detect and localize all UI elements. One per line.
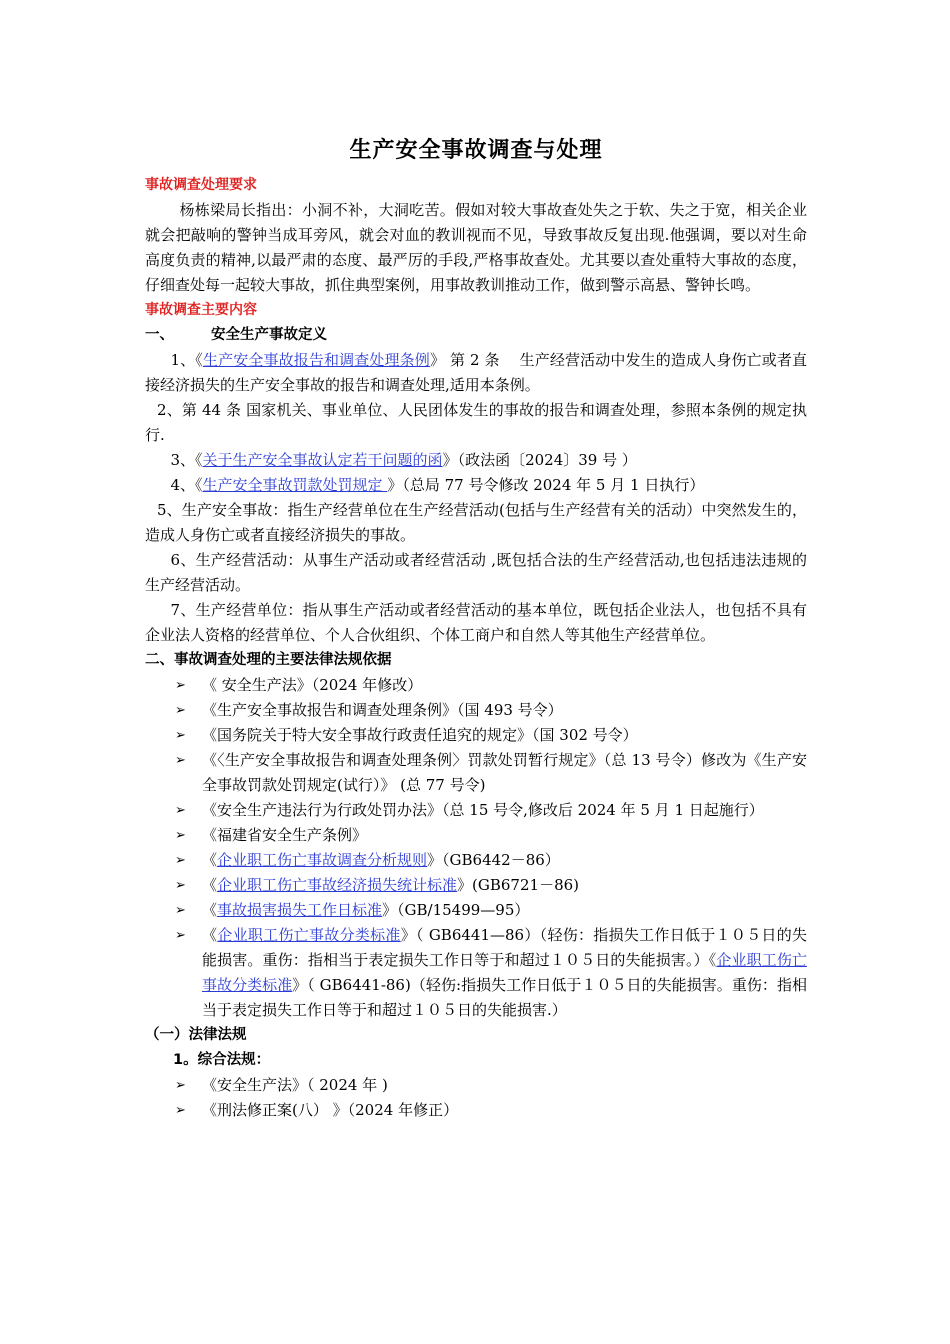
arrow-bullet-icon: ➢ <box>175 728 186 743</box>
list-item: ➢ 《安全生产违法行为行政处罚办法》（总 15 号令,修改后 2024 年 5 月 1 日起施行） <box>145 798 807 823</box>
link-gb6441[interactable]: 企业职工伤亡事故分类标准 <box>217 926 401 944</box>
intro-paragraph: 杨栋梁局长指出：小洞不补，大洞吃苦。假如对较大事故查处失之于软、失之于宽，相关企业就会把敲响的警钟当成耳旁风，就会对血的教训视而不见，导致事故反复出现.他强调，要以对生命高度负责的精神,以最严肃的态度、最严厉的手段,严格事故查处。尤其要以查处重特大事故的态度，仔细查处每一起较大事故，抓住典型案例，用事故教训推动工作，做到警示高悬、警钟长鸣。 <box>145 201 807 294</box>
section-one-title: 安全生产事故定义 <box>211 327 327 343</box>
laws-list <box>145 673 807 1023</box>
arrow-bullet-icon: ➢ <box>175 753 186 768</box>
list-item: ➢ 《福建省安全生产条例》 <box>145 823 807 848</box>
arrow-bullet-icon: ➢ <box>175 703 186 718</box>
list-item: ➢ 《事故损害损失工作日标准》（GB/15499—95） <box>145 898 807 923</box>
arrow-bullet-icon: ➢ <box>175 678 186 693</box>
document-title: 生产安全事故调查与处理 <box>349 137 603 163</box>
link-gb6721[interactable]: 企业职工伤亡事故经济损失统计标准 <box>217 876 458 894</box>
arrow-bullet-icon: ➢ <box>175 1103 186 1118</box>
item-3: 3、《关于生产安全事故认定若干问题的函》（政法函〔2024〕39 号 ） <box>170 451 637 469</box>
list-item: ➢ 《刑法修正案(八） 》（2024 年修正） <box>145 1098 807 1123</box>
arrow-bullet-icon: ➢ <box>175 853 186 868</box>
arrow-bullet-icon: ➢ <box>175 903 186 918</box>
sub-heading-laws: （一）法律法规 <box>145 1027 247 1043</box>
heading-requirements: 事故调查处理要求 <box>145 177 257 193</box>
list-item: ➢ 《生产安全事故报告和调查处理条例》（国 493 号令） <box>145 698 807 723</box>
general-laws-list <box>145 1073 807 1123</box>
sub-item-general: 1。综合法规： <box>173 1052 271 1068</box>
arrow-bullet-icon: ➢ <box>175 878 186 893</box>
arrow-bullet-icon: ➢ <box>175 1078 186 1093</box>
list-item: ➢ 《企业职工伤亡事故调查分析规则》（GB6442－86） <box>145 848 807 873</box>
item-6: 6、生产经营活动：从事生产活动或者经营活动 ,既包括合法的生产经营活动,也包括违法违规的生产经营活动。 <box>145 551 807 594</box>
item-5: 5、生产安全事故：指生产经营单位在生产经营活动(包括与生产经营有关的活动）中突然发生的，造成人身伤亡或者直接经济损失的事故。 <box>145 501 807 544</box>
link-regulation[interactable]: 生产安全事故报告和调查处理条例 <box>202 351 430 369</box>
list-item: ➢ 《国务院关于特大安全事故行政责任追究的规定》（国 302 号令） <box>145 723 807 748</box>
list-item: ➢ 《〈生产安全事故报告和调查处理条例〉罚款处罚暂行规定》（总 13 号令）修改为《生产安全事故罚款处罚规定(试行）》 (总 77 号令) <box>145 748 807 798</box>
list-item: ➢ 《企业职工伤亡事故经济损失统计标准》(GB6721－86) <box>145 873 807 898</box>
link-accident-letter[interactable]: 关于生产安全事故认定若干问题的函 <box>202 451 443 469</box>
item-7: 7、生产经营单位：指从事生产活动或者经营活动的基本单位，既包括企业法人，也包括不具有企业法人资格的经营单位、个人合伙组织、个体工商户和自然人等其他生产经营单位。 <box>145 601 807 644</box>
list-item: ➢ 《安全生产法》（ 2024 年 ) <box>145 1073 807 1098</box>
item-2: 2、第 44 条 国家机关、事业单位、人民团体发生的事故的报告和调查处理，参照本条例的规定执行. <box>145 401 807 444</box>
heading-content: 事故调查主要内容 <box>145 302 257 318</box>
arrow-bullet-icon: ➢ <box>175 803 186 818</box>
arrow-bullet-icon: ➢ <box>175 928 186 943</box>
section-two-heading: 二、事故调查处理的主要法律法规依据 <box>145 652 392 668</box>
link-gb6441-second[interactable]: 企业职工伤亡事故分类标准 <box>202 951 807 994</box>
link-fine-rules[interactable]: 生产安全事故罚款处罚规定 <box>202 476 388 494</box>
list-item: ➢ 《 安全生产法》（2024 年修改） <box>145 673 807 698</box>
link-gb15499[interactable]: 事故损害损失工作日标准 <box>217 901 383 919</box>
document-body <box>145 133 807 1123</box>
link-gb6442[interactable]: 企业职工伤亡事故调查分析规则 <box>217 851 428 869</box>
item-1: 1、《生产安全事故报告和调查处理条例》 第 2 条 生产经营活动中发生的造成人身伤亡或者直接经济损失的生产安全事故的报告和调查处理,适用本条例。 <box>145 351 807 394</box>
section-one-heading <box>145 323 807 348</box>
list-item: ➢ 《企业职工伤亡事故分类标准》（ GB6441—86）（轻伤：指损失工作日低于１０５日的失能损害。重伤：指相当于表定损失工作日等于和超过１０５日的失能损害。）《企业职工伤亡事故分类标准》（ GB6441-86)（轻伤:指损失工作日低于１０５日的失能损害。重伤：指相当于表定损失工作日等于和超过１０５日的失能损害.） <box>145 923 807 1023</box>
section-one-number: 一、 <box>145 327 174 343</box>
arrow-bullet-icon: ➢ <box>175 828 186 843</box>
item-4: 4、《生产安全事故罚款处罚规定 》（总局 77 号令修改 2024 年 5 月 1 日执行） <box>170 476 705 494</box>
